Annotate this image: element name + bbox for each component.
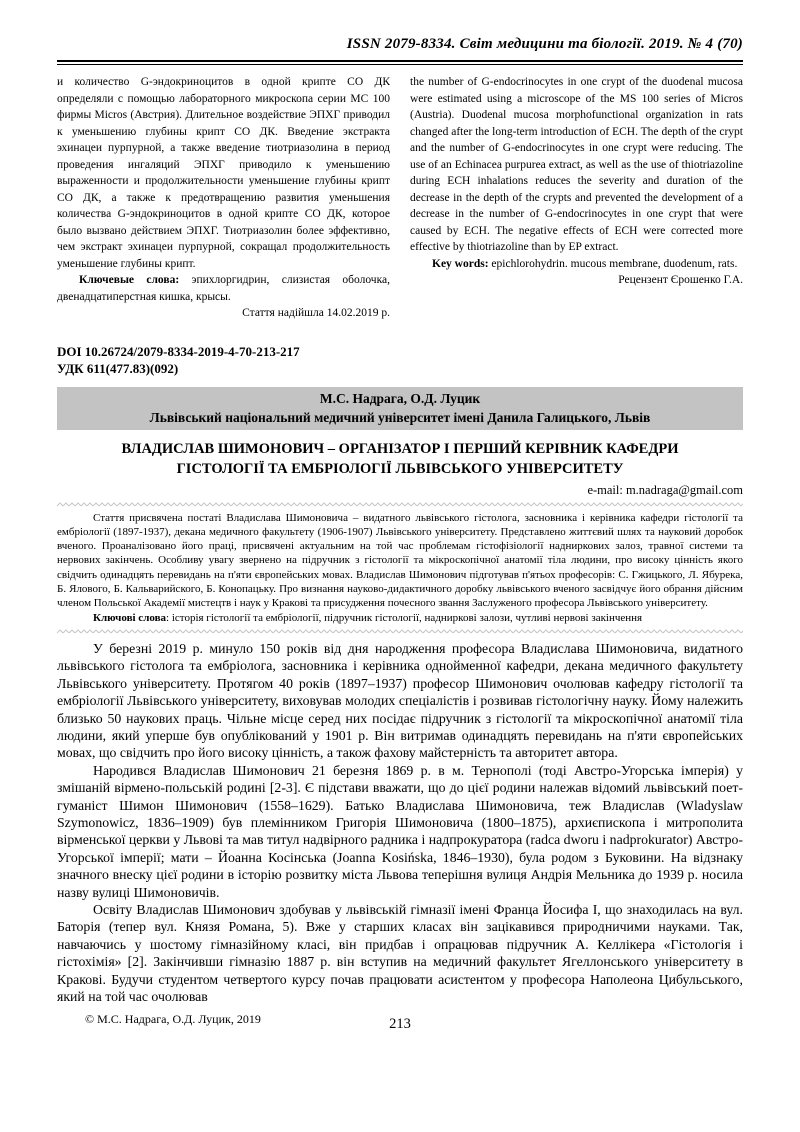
abstract-ru-body: и количество G-эндокриноцитов в одной крипте СО ДК определяли с помощью лабораторного микроскопа серии МС 100 фирмы Micros (Австрия). Длительное воздействие ЭПХГ приводил к уменьшению глубины крипт СО ДК. Введение экстракта эхинацеи пурпурной, а также введение тиотриазолина в период проведения ингаляций ЭПХГ приводило к уменьшению выраженности и продолжительности уменьшение глубины крипт СО ДК, а также к предотвращению развития уменьшения количества G-эндокриноцитов в одной крипте СО ДК, которое было вызвано действием ЭПХГ. Тиотриазолин более эффективно, чем экстракт эхинацеи пурпурной, сокращал продолжительность уменьшение глубины крипт. [57,76,390,270]
bilingual-abstracts [57,74,743,322]
zigzag-separator [57,629,743,634]
abstract-ua-body: Стаття присвячена постаті Владислава Шимоновича – видатного львівського гістолога, засновника і керівника кафедри гістології та ембріології (1897-1937), декана медичного факультету (1906-1907) Львівського університету. Представлено життєвий шлях та науковий доробок вченого. Проаналізовано його праці, присвячені актуальним на той час проблемам гістофізіології надниркових залоз, травної системи та нервових закінчень. Особливу увагу звернено на підручник з гістології та мікроскопічної анатомії тіла людини, про високу цінність якого свідчить одинадцять перевидань на п'яти європейських мовах. Владислав Шимонович підготував п'ятьох професорів: С. Гжицького, Л. Ябурека, Б. Ялового, Б. Кальварийского, Б. Конопацьку. Про визнання науково-дидактичного доробку львівського вченого засвідчує його обрання дійсним членом Польської Академії мистецтв і наук у Кракові та присудження почесного звання Заслуженого професора Львівського університету. [57,511,743,610]
received-date-line: Стаття надійшла 14.02.2019 р. [242,307,390,319]
reviewer-line: Рецензент Єрошенко Г.А. [618,274,743,286]
doi-line: DOI 10.26724/2079-8334-2019-4-70-213-217 [57,343,300,359]
keywords-label: Ключевые слова: [79,274,180,286]
abstract-column-english [410,74,743,322]
article-body [57,640,743,1006]
body-paragraph: Народився Владислав Шимонович 21 березня 1869 р. в м. Тернополі (тоді Австро-Угорська імперія) у змішаній вірмено-польській родині [2-3]. Є підстави вважати, що до цієї родини належав відомий львівський поет-гуманіст Шимон Шимонович (1558–1629). Батько Владислава Шимоновича, теж Владислав (Wladyslaw Szymonowicz, 1836–1909) був племінником Григорія Шимоновича (1800–1875), архиєпископа і митрополита вірменської церкви у Львові та мав титул надвірного радника і надпрокуратора (radca dworu i nadprokurator) Австро-Угорської імперії; мати – Йоанна Косінська (Joanna Kosińska, 1846–1930), була родом з Буковини. На відзнаку значного внеску цієї родини в історію розвитку міста Львова теперішня вулиця Андрія Мельника до 1939 р. носила назву вулиці Шимоновичів. [57,762,743,900]
authors-block [57,387,743,430]
article-meta [57,343,743,377]
zigzag-separator [57,502,743,507]
keywords-text: epichlorohydrin. mucous membrane, duodenum, rats. [488,257,738,270]
abstract-ru-keywords [57,272,390,305]
body-paragraph: Освіту Владислав Шимонович здобував у львівській гімназії імені Франца Йосифа І, що знаходилась на вул. Баторія (тепер вул. Князя Романа, 5). Вже у старших класах він зацікавився природничими науками. Так, навчаючись у шостому гімназійному класі, він придбав і опрацював підручник А. Келлікера «Гістологія і гістохімія» [2]. Закінчивши гімназію 1887 р. він вступив на медичний факультет Ягеллонського університету в Кракові. Будучи студентом четвертого курсу почав працювати асистентом у професора Наполеона Цибульського, який на той час очолював [57,901,743,1004]
abstract-ukrainian [57,511,743,625]
journal-issn-line: ISSN 2079-8334. Світ медицини та біології. 2019. № 4 (70) [346,36,743,52]
keywords-label: Key words: [432,257,489,270]
abstract-en-body: the number of G-endocrinocytes in one crypt of the duodenal mucosa were estimated using a microscope of the MS 100 series of Micros (Austria). Duodenal mucosa morphofunctional organization in rats changed after the long-term introduction of ECH. The depth of the crypt and the number of G-endocrinocytes in one crypt were reducing. The use of an Echinacea purpurea extract, as well as the use of thiotriazoline during ECH inhalations reduces the severity and duration of the decrease in the depth of the crypts and prevented the development of a decrease in the number of G-endocrinocytes in one crypt that were caused by ECH. The negative effects of ECH were corrected more effective by thiotriazoline than by EP extract. [410,76,743,253]
abstract-en-keywords [410,256,743,273]
author-email: e-mail: m.nadraga@gmail.com [587,482,743,497]
keywords-label: Ключові слова [93,611,167,624]
keywords-text: эпихлоргидрин, слизистая оболочка, двенадцатиперстная кишка, крысы. [57,274,390,303]
abstract-ua-keywords [57,611,743,625]
header-double-rule [57,60,743,65]
body-paragraph: У березні 2019 р. минуло 150 років від дня народження професора Владислава Шимоновича, видатного львівського гістолога та ембріолога, засновника і керівника однойменної кафедри, декана медичного факультету Львівського університету. Протягом 40 років (1897–1937) професор Шимонович очолював кафедру гістології та ембріології Львівського університету, виховував молодих спеціалістів і розвивав гістологічну науку. Йому належить близько 50 наукових праць. Чільне місце серед них посідає підручник з гістології та мікроскопічної анатомії тіла людини, який уперше був опублікований у 1901 р. Він витримав одинадцять перевидань на п'яти європейських мовах, що свідчить про його високу цінність, а також фахову майстерність та авторитет автора. [57,640,743,761]
keywords-text: : історія гістології та ембріології, підручник гістології, надниркові залози, чутливі нервові закінчення [166,611,643,624]
udc-line: УДК 611(477.83)(092) [57,360,179,376]
page-number: 213 [389,1016,411,1033]
authors-affiliation: Львівський національний медичний університет імені Данила Галицького, Львів [149,409,651,425]
authors-names: М.С. Надрага, О.Д. Луцик [319,390,481,406]
page-footer [57,1011,743,1035]
copyright-line: © М.С. Надрага, О.Д. Луцик, 2019 [85,1012,261,1027]
article-title: ВЛАДИСЛАВ ШИМОНОВИЧ – ОРГАНІЗАТОР І ПЕРШИЙ КЕРІВНИК КАФЕДРИ ГІСТОЛОГІЇ ТА ЕМБРІОЛОГІЇ ЛЬВІВСЬКОГО УНІВЕРСИТЕТУ [121,440,679,477]
abstract-column-russian [57,74,390,322]
